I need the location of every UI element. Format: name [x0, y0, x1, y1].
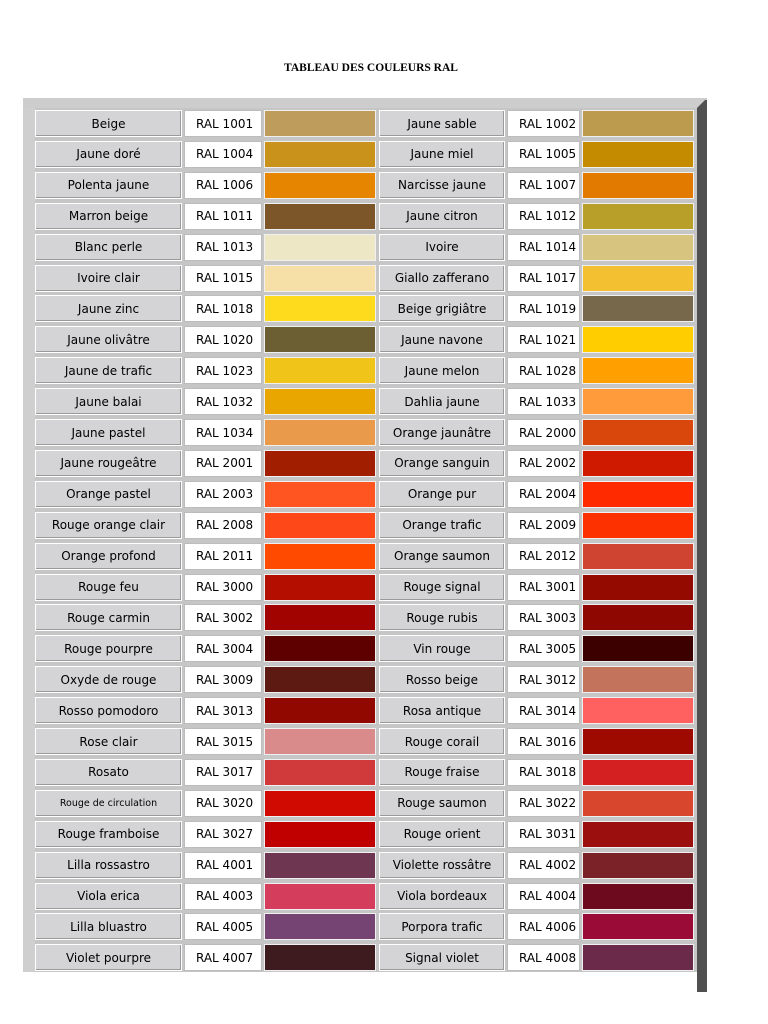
- ral-code-left: RAL 1023: [184, 357, 262, 384]
- color-name-left: Marron beige: [35, 203, 182, 230]
- table-row: [35, 450, 695, 479]
- color-swatch-left: [264, 883, 376, 910]
- table-frame-corner: [697, 98, 707, 108]
- color-name-right: Rouge orient: [379, 821, 505, 848]
- ral-code-left: RAL 4001: [184, 852, 262, 879]
- color-swatch-right: [582, 944, 694, 971]
- ral-code-right: RAL 3018: [507, 759, 580, 786]
- color-name-left: Orange pastel: [35, 481, 182, 508]
- color-swatch-right: [582, 450, 694, 477]
- table-row: [35, 234, 695, 263]
- table-row: [35, 821, 695, 850]
- ral-code-left: RAL 1006: [184, 172, 262, 199]
- color-swatch-left: [264, 666, 376, 693]
- ral-code-left: RAL 3009: [184, 666, 262, 693]
- color-swatch-right: [582, 821, 694, 848]
- ral-code-right: RAL 1028: [507, 357, 580, 384]
- color-name-right: Rosa antique: [379, 697, 505, 724]
- color-name-left: Lilla rossastro: [35, 852, 182, 879]
- ral-code-right: RAL 1014: [507, 234, 580, 261]
- table-row: [35, 759, 695, 788]
- ral-code-right: RAL 1005: [507, 141, 580, 168]
- color-name-left: Rouge framboise: [35, 821, 182, 848]
- color-swatch-right: [582, 728, 694, 755]
- color-name-left: Jaune pastel: [35, 419, 182, 446]
- color-swatch-left: [264, 697, 376, 724]
- color-name-left: Jaune doré: [35, 141, 182, 168]
- table-row: [35, 141, 695, 170]
- color-swatch-right: [582, 574, 694, 601]
- ral-code-left: RAL 2008: [184, 512, 262, 539]
- color-swatch-right: [582, 481, 694, 508]
- color-swatch-left: [264, 265, 376, 292]
- table-row: [35, 419, 695, 448]
- color-swatch-left: [264, 450, 376, 477]
- color-name-right: Jaune melon: [379, 357, 505, 384]
- color-name-right: Viola bordeaux: [379, 883, 505, 910]
- color-name-left: Violet pourpre: [35, 944, 182, 971]
- color-name-left: Lilla bluastro: [35, 913, 182, 940]
- color-swatch-right: [582, 697, 694, 724]
- color-name-left: Rouge feu: [35, 574, 182, 601]
- table-row: [35, 944, 695, 973]
- color-swatch-right: [582, 234, 694, 261]
- color-swatch-left: [264, 790, 376, 817]
- table-row: [35, 604, 695, 633]
- color-swatch-right: [582, 790, 694, 817]
- color-name-left: Jaune olivâtre: [35, 326, 182, 353]
- ral-code-left: RAL 1001: [184, 110, 262, 137]
- ral-code-left: RAL 1020: [184, 326, 262, 353]
- color-name-right: Orange saumon: [379, 543, 505, 570]
- table-row: [35, 852, 695, 881]
- ral-code-right: RAL 1019: [507, 295, 580, 322]
- ral-code-right: RAL 1033: [507, 388, 580, 415]
- color-swatch-left: [264, 295, 376, 322]
- ral-code-left: RAL 1015: [184, 265, 262, 292]
- table-row: [35, 388, 695, 417]
- color-swatch-right: [582, 604, 694, 631]
- color-name-right: Violette rossâtre: [379, 852, 505, 879]
- ral-code-left: RAL 3017: [184, 759, 262, 786]
- ral-code-left: RAL 3020: [184, 790, 262, 817]
- color-swatch-left: [264, 110, 376, 137]
- ral-code-right: RAL 3022: [507, 790, 580, 817]
- color-swatch-right: [582, 295, 694, 322]
- ral-code-right: RAL 3016: [507, 728, 580, 755]
- table-frame-shadow: [697, 100, 707, 992]
- ral-code-right: RAL 4008: [507, 944, 580, 971]
- color-swatch-right: [582, 110, 694, 137]
- color-swatch-left: [264, 944, 376, 971]
- color-name-left: Rouge carmin: [35, 604, 182, 631]
- table-row: [35, 697, 695, 726]
- table-frame-top: [23, 98, 707, 108]
- color-name-right: Jaune sable: [379, 110, 505, 137]
- color-swatch-right: [582, 852, 694, 879]
- color-swatch-left: [264, 852, 376, 879]
- table-row: [35, 172, 695, 201]
- color-swatch-right: [582, 759, 694, 786]
- color-swatch-right: [582, 543, 694, 570]
- color-swatch-left: [264, 543, 376, 570]
- color-swatch-left: [264, 141, 376, 168]
- ral-code-left: RAL 3002: [184, 604, 262, 631]
- ral-code-right: RAL 2009: [507, 512, 580, 539]
- ral-code-left: RAL 1011: [184, 203, 262, 230]
- color-swatch-left: [264, 759, 376, 786]
- ral-code-right: RAL 2000: [507, 419, 580, 446]
- table-row: [35, 574, 695, 603]
- ral-code-right: RAL 3014: [507, 697, 580, 724]
- ral-code-right: RAL 1002: [507, 110, 580, 137]
- ral-code-right: RAL 4004: [507, 883, 580, 910]
- table-row: [35, 265, 695, 294]
- color-swatch-left: [264, 512, 376, 539]
- ral-code-right: RAL 3012: [507, 666, 580, 693]
- color-swatch-left: [264, 913, 376, 940]
- ral-code-right: RAL 3001: [507, 574, 580, 601]
- color-swatch-right: [582, 265, 694, 292]
- color-swatch-right: [582, 635, 694, 662]
- color-swatch-left: [264, 821, 376, 848]
- color-swatch-right: [582, 388, 694, 415]
- color-name-left: Rosato: [35, 759, 182, 786]
- color-name-right: Narcisse jaune: [379, 172, 505, 199]
- color-name-left: Jaune zinc: [35, 295, 182, 322]
- color-swatch-left: [264, 728, 376, 755]
- ral-code-right: RAL 2002: [507, 450, 580, 477]
- ral-code-right: RAL 4002: [507, 852, 580, 879]
- color-swatch-right: [582, 913, 694, 940]
- color-swatch-left: [264, 388, 376, 415]
- ral-code-left: RAL 1034: [184, 419, 262, 446]
- color-name-left: Oxyde de rouge: [35, 666, 182, 693]
- color-name-right: Beige grigiâtre: [379, 295, 505, 322]
- ral-code-right: RAL 1012: [507, 203, 580, 230]
- ral-code-left: RAL 2011: [184, 543, 262, 570]
- ral-code-left: RAL 4007: [184, 944, 262, 971]
- color-name-left: Viola erica: [35, 883, 182, 910]
- ral-code-right: RAL 4006: [507, 913, 580, 940]
- ral-code-left: RAL 1004: [184, 141, 262, 168]
- color-swatch-left: [264, 234, 376, 261]
- color-swatch-right: [582, 357, 694, 384]
- table-row: [35, 790, 695, 819]
- color-name-left: Beige: [35, 110, 182, 137]
- ral-code-right: RAL 3005: [507, 635, 580, 662]
- table-row: [35, 357, 695, 386]
- color-name-left: Blanc perle: [35, 234, 182, 261]
- color-name-right: Rouge corail: [379, 728, 505, 755]
- ral-code-right: RAL 2004: [507, 481, 580, 508]
- table-row: [35, 728, 695, 757]
- table-row: [35, 481, 695, 510]
- ral-code-left: RAL 2001: [184, 450, 262, 477]
- ral-code-left: RAL 3000: [184, 574, 262, 601]
- color-name-right: Dahlia jaune: [379, 388, 505, 415]
- table-row: [35, 666, 695, 695]
- color-name-right: Rouge saumon: [379, 790, 505, 817]
- ral-code-right: RAL 1017: [507, 265, 580, 292]
- color-swatch-left: [264, 326, 376, 353]
- ral-code-right: RAL 1021: [507, 326, 580, 353]
- color-swatch-left: [264, 635, 376, 662]
- color-swatch-left: [264, 481, 376, 508]
- ral-code-right: RAL 3003: [507, 604, 580, 631]
- table-row: [35, 110, 695, 139]
- table-row: [35, 883, 695, 912]
- ral-code-right: RAL 2012: [507, 543, 580, 570]
- color-swatch-left: [264, 172, 376, 199]
- color-name-right: Porpora trafic: [379, 913, 505, 940]
- color-swatch-left: [264, 574, 376, 601]
- ral-code-left: RAL 3015: [184, 728, 262, 755]
- color-swatch-left: [264, 419, 376, 446]
- color-name-right: Vin rouge: [379, 635, 505, 662]
- table-row: [35, 203, 695, 232]
- color-name-left: Rosso pomodoro: [35, 697, 182, 724]
- ral-code-left: RAL 4005: [184, 913, 262, 940]
- color-swatch-right: [582, 141, 694, 168]
- color-swatch-right: [582, 203, 694, 230]
- color-swatch-left: [264, 604, 376, 631]
- color-name-left: Jaune rougeâtre: [35, 450, 182, 477]
- color-name-right: Rouge signal: [379, 574, 505, 601]
- color-name-right: Orange jaunâtre: [379, 419, 505, 446]
- ral-code-left: RAL 1032: [184, 388, 262, 415]
- color-swatch-right: [582, 512, 694, 539]
- color-swatch-right: [582, 172, 694, 199]
- ral-code-left: RAL 3004: [184, 635, 262, 662]
- color-swatch-right: [582, 419, 694, 446]
- color-name-right: Jaune navone: [379, 326, 505, 353]
- color-name-right: Jaune miel: [379, 141, 505, 168]
- table-frame-left: [23, 108, 35, 992]
- color-name-left: Orange profond: [35, 543, 182, 570]
- color-name-left: Jaune balai: [35, 388, 182, 415]
- table-frame-bottom: [23, 972, 697, 992]
- color-name-right: Rouge rubis: [379, 604, 505, 631]
- color-name-right: Signal violet: [379, 944, 505, 971]
- ral-code-left: RAL 1018: [184, 295, 262, 322]
- color-name-left: Ivoire clair: [35, 265, 182, 292]
- color-swatch-left: [264, 357, 376, 384]
- color-name-right: Jaune citron: [379, 203, 505, 230]
- ral-code-right: RAL 3031: [507, 821, 580, 848]
- color-swatch-right: [582, 883, 694, 910]
- color-name-left: Rouge pourpre: [35, 635, 182, 662]
- page-title: TABLEAU DES COULEURS RAL: [284, 62, 458, 74]
- table-row: [35, 326, 695, 355]
- ral-code-left: RAL 4003: [184, 883, 262, 910]
- color-name-left: Polenta jaune: [35, 172, 182, 199]
- color-name-right: Orange trafic: [379, 512, 505, 539]
- color-swatch-left: [264, 203, 376, 230]
- table-row: [35, 295, 695, 324]
- ral-code-left: RAL 3027: [184, 821, 262, 848]
- table-row: [35, 543, 695, 572]
- color-name-left: Rouge de circulation: [35, 790, 182, 817]
- color-name-right: Rouge fraise: [379, 759, 505, 786]
- ral-code-left: RAL 3013: [184, 697, 262, 724]
- color-swatch-right: [582, 326, 694, 353]
- table-row: [35, 635, 695, 664]
- ral-code-left: RAL 2003: [184, 481, 262, 508]
- color-name-right: Ivoire: [379, 234, 505, 261]
- table-row: [35, 512, 695, 541]
- color-name-left: Rose clair: [35, 728, 182, 755]
- color-name-right: Giallo zafferano: [379, 265, 505, 292]
- ral-code-left: RAL 1013: [184, 234, 262, 261]
- color-name-left: Rouge orange clair: [35, 512, 182, 539]
- color-swatch-right: [582, 666, 694, 693]
- color-name-right: Orange pur: [379, 481, 505, 508]
- table-row: [35, 913, 695, 942]
- ral-code-right: RAL 1007: [507, 172, 580, 199]
- color-name-right: Orange sanguin: [379, 450, 505, 477]
- color-name-left: Jaune de trafic: [35, 357, 182, 384]
- color-name-right: Rosso beige: [379, 666, 505, 693]
